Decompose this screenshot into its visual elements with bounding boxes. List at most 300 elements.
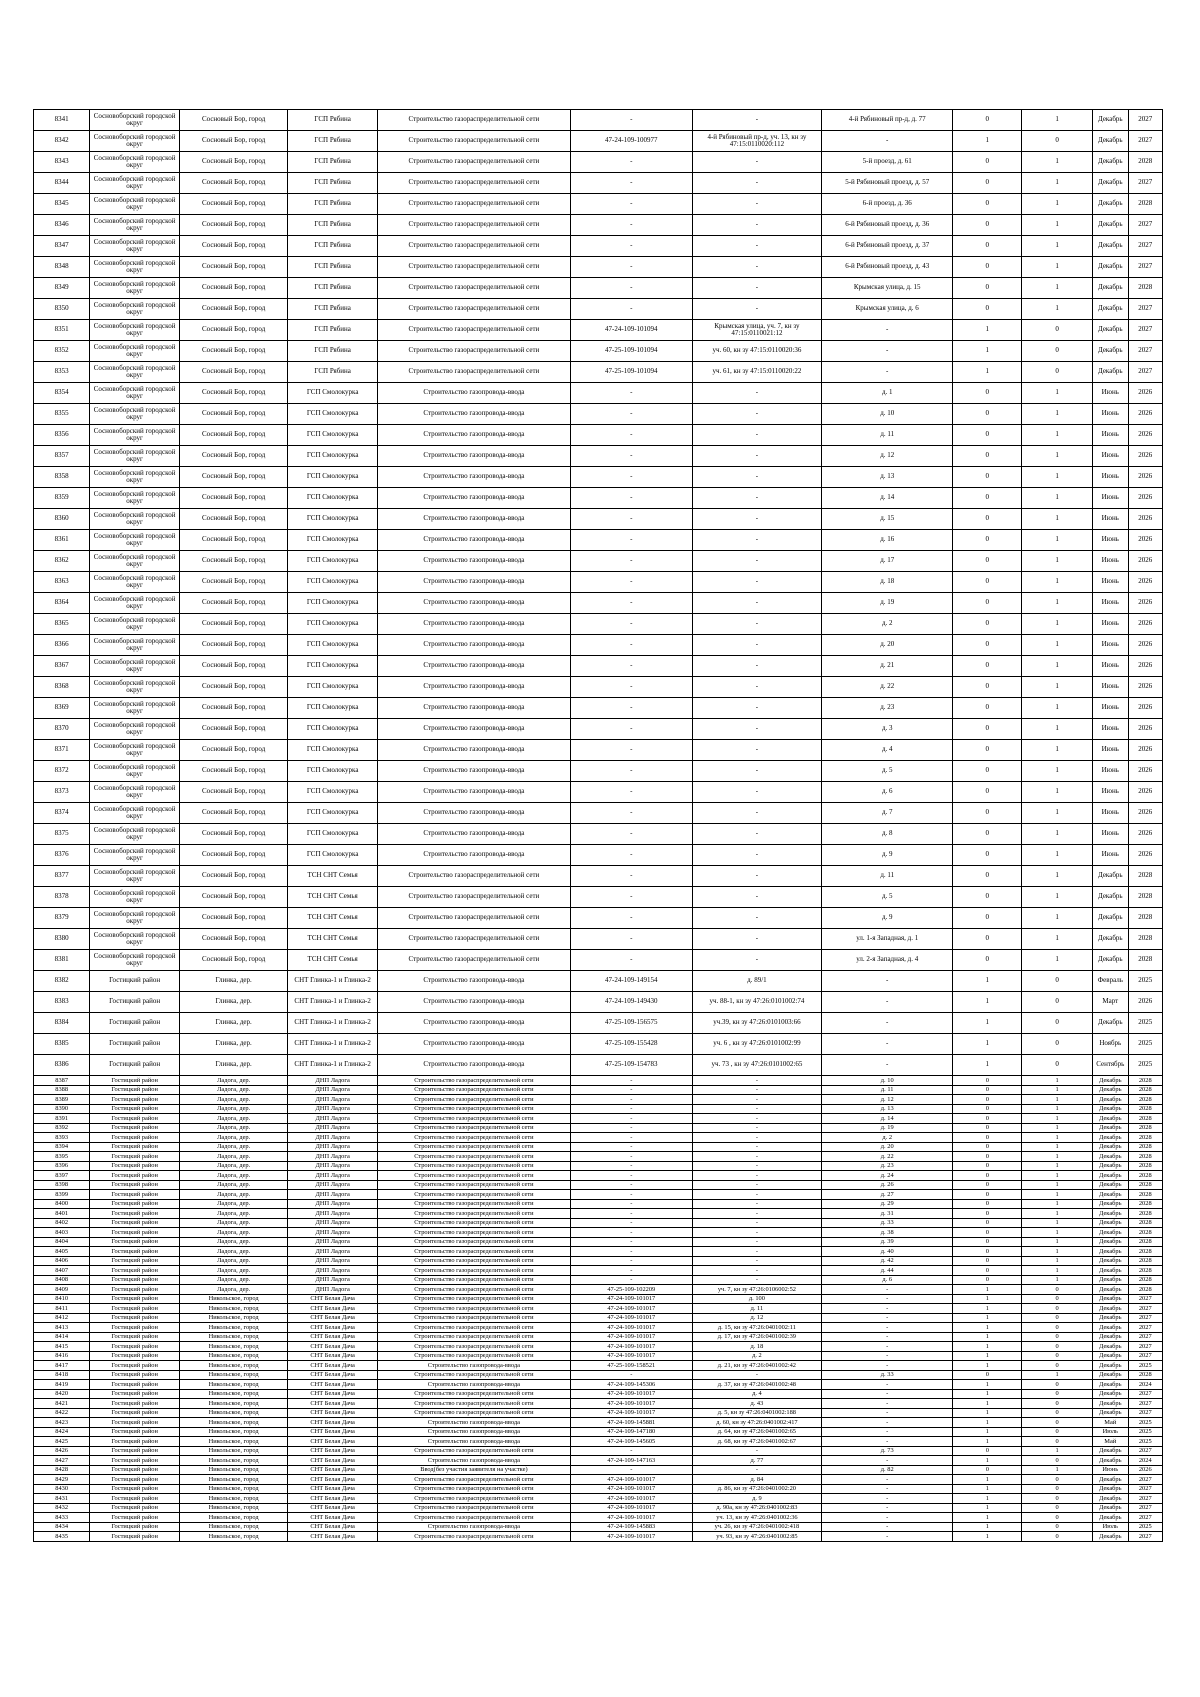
cell-object-name: ДНП Ладога — [288, 1247, 378, 1257]
table-row — [34, 320, 1163, 341]
cell-settlement: Сосновый Бор, город — [179, 614, 287, 635]
cell-year: 2027 — [1128, 1484, 1163, 1494]
cell-plot-address: 4-й Рябиновый пр-д, уч. 13, кн зу 47:15:0110020:112 — [692, 131, 821, 152]
cell-row-number: 8371 — [34, 740, 90, 761]
cell-count-a: 0 — [953, 1190, 1022, 1200]
cell-settlement: Никольское, город — [179, 1532, 287, 1542]
cell-month: Февраль — [1093, 971, 1128, 992]
cell-application-number: - — [570, 110, 692, 131]
cell-application-number: - — [570, 551, 692, 572]
cell-year: 2027 — [1128, 320, 1163, 341]
cell-application-number: - — [570, 1190, 692, 1200]
cell-settlement: Сосновый Бор, город — [179, 467, 287, 488]
cell-count-b: 1 — [1022, 1085, 1093, 1095]
cell-month: Декабрь — [1093, 1076, 1128, 1086]
cell-month: Декабрь — [1093, 950, 1128, 971]
cell-house-address: - — [822, 992, 953, 1013]
cell-house-address: д. 2 — [822, 1133, 953, 1143]
cell-municipality: Гостицкий район — [90, 1095, 180, 1105]
cell-row-number: 8416 — [34, 1351, 90, 1361]
cell-month: Декабрь — [1093, 194, 1128, 215]
cell-count-a: 0 — [953, 509, 1022, 530]
cell-municipality: Сосновоборский городской округ — [90, 110, 180, 131]
cell-settlement: Никольское, город — [179, 1475, 287, 1485]
cell-count-b: 1 — [1022, 1266, 1093, 1276]
cell-application-number: - — [570, 1095, 692, 1105]
cell-application-number: - — [570, 1266, 692, 1276]
cell-house-address: д. 33 — [822, 1370, 953, 1380]
cell-row-number: 8368 — [34, 677, 90, 698]
cell-row-number: 8420 — [34, 1389, 90, 1399]
cell-plot-address: д. 60, кн зу 47:26:0401002:417 — [692, 1418, 821, 1428]
cell-year: 2025 — [1128, 1418, 1163, 1428]
cell-work-type: Строительство газопровода-ввода — [377, 1034, 570, 1055]
cell-plot-address: уч. 7, кн зу 47:26:0106002:52 — [692, 1285, 821, 1295]
cell-house-address: - — [822, 1532, 953, 1542]
table-row — [34, 1494, 1163, 1504]
cell-year: 2028 — [1128, 929, 1163, 950]
cell-year: 2026 — [1128, 656, 1163, 677]
cell-count-b: 0 — [1022, 1532, 1093, 1542]
cell-count-a: 0 — [953, 824, 1022, 845]
cell-month: Декабрь — [1093, 1513, 1128, 1523]
cell-year: 2028 — [1128, 1171, 1163, 1181]
table-row — [34, 1161, 1163, 1171]
cell-settlement: Сосновый Бор, город — [179, 530, 287, 551]
cell-month: Декабрь — [1093, 1161, 1128, 1171]
cell-work-type: Строительство газораспределительной сети — [377, 1532, 570, 1542]
cell-application-number: - — [570, 1076, 692, 1086]
cell-year: 2026 — [1128, 383, 1163, 404]
cell-year: 2026 — [1128, 488, 1163, 509]
cell-municipality: Гостицкий район — [90, 1218, 180, 1228]
cell-year: 2028 — [1128, 278, 1163, 299]
cell-plot-address: д. 100 — [692, 1294, 821, 1304]
cell-plot-address: - — [692, 299, 821, 320]
cell-application-number: - — [570, 1161, 692, 1171]
cell-plot-address: - — [692, 1123, 821, 1133]
cell-count-a: 0 — [953, 236, 1022, 257]
cell-application-number: - — [570, 782, 692, 803]
cell-plot-address: - — [692, 1161, 821, 1171]
cell-count-a: 0 — [953, 1161, 1022, 1171]
table-row — [34, 971, 1163, 992]
cell-object-name: СНТ Глинка-1 и Глинка-2 — [288, 971, 378, 992]
cell-count-b: 1 — [1022, 257, 1093, 278]
table-row — [34, 1237, 1163, 1247]
cell-count-b: 1 — [1022, 530, 1093, 551]
cell-object-name: ГСП Смолокурка — [288, 551, 378, 572]
cell-count-b: 0 — [1022, 341, 1093, 362]
cell-object-name: ТСН СНТ Семья — [288, 929, 378, 950]
cell-plot-address: д. 86, кн зу 47:26:0401002:20 — [692, 1484, 821, 1494]
cell-object-name: СНТ Глинка-1 и Глинка-2 — [288, 992, 378, 1013]
cell-row-number: 8383 — [34, 992, 90, 1013]
cell-month: Июнь — [1093, 1465, 1128, 1475]
cell-row-number: 8348 — [34, 257, 90, 278]
cell-year: 2026 — [1128, 593, 1163, 614]
cell-settlement: Никольское, город — [179, 1342, 287, 1352]
cell-count-b: 1 — [1022, 1190, 1093, 1200]
cell-application-number: 47-24-109-147163 — [570, 1456, 692, 1466]
cell-row-number: 8434 — [34, 1522, 90, 1532]
table-row — [34, 488, 1163, 509]
cell-application-number: - — [570, 761, 692, 782]
cell-row-number: 8385 — [34, 1034, 90, 1055]
cell-application-number: 47-24-109-145605 — [570, 1437, 692, 1447]
cell-count-a: 0 — [953, 1076, 1022, 1086]
cell-work-type: Строительство газопровода-ввода — [377, 1380, 570, 1390]
cell-work-type: Строительство газораспределительной сети — [377, 152, 570, 173]
cell-plot-address: - — [692, 908, 821, 929]
cell-row-number: 8403 — [34, 1228, 90, 1238]
cell-object-name: ДНП Ладога — [288, 1209, 378, 1219]
cell-application-number: 47-24-109-101017 — [570, 1532, 692, 1542]
cell-work-type: Строительство газораспределительной сети — [377, 950, 570, 971]
cell-count-b: 1 — [1022, 1465, 1093, 1475]
cell-work-type: Строительство газораспределительной сети — [377, 1370, 570, 1380]
cell-year: 2026 — [1128, 677, 1163, 698]
table-row — [34, 1076, 1163, 1086]
cell-count-a: 0 — [953, 1133, 1022, 1143]
cell-municipality: Гостицкий район — [90, 1034, 180, 1055]
cell-house-address: Крымская улица, д. 15 — [822, 278, 953, 299]
cell-object-name: ДНП Ладога — [288, 1142, 378, 1152]
cell-settlement: Ладога, дер. — [179, 1228, 287, 1238]
cell-house-address: - — [822, 1313, 953, 1323]
cell-count-a: 1 — [953, 362, 1022, 383]
cell-work-type: Строительство газораспределительной сети — [377, 1142, 570, 1152]
table-row — [34, 1285, 1163, 1295]
cell-work-type: Строительство газопровода-ввода — [377, 845, 570, 866]
cell-year: 2028 — [1128, 1095, 1163, 1105]
cell-count-a: 0 — [953, 887, 1022, 908]
cell-count-b: 1 — [1022, 299, 1093, 320]
cell-plot-address: - — [692, 656, 821, 677]
cell-count-a: 0 — [953, 488, 1022, 509]
cell-count-b: 1 — [1022, 152, 1093, 173]
cell-year: 2024 — [1128, 1456, 1163, 1466]
cell-work-type: Строительство газопровода-ввода — [377, 383, 570, 404]
table-row — [34, 1095, 1163, 1105]
cell-house-address: д. 13 — [822, 1104, 953, 1114]
table-row — [34, 1513, 1163, 1523]
cell-count-b: 0 — [1022, 1361, 1093, 1371]
cell-plot-address: - — [692, 278, 821, 299]
cell-house-address: - — [822, 1522, 953, 1532]
cell-municipality: Гостицкий район — [90, 1304, 180, 1314]
cell-work-type: Строительство газораспределительной сети — [377, 1190, 570, 1200]
cell-plot-address: - — [692, 425, 821, 446]
cell-month: Декабрь — [1093, 1114, 1128, 1124]
cell-count-b: 1 — [1022, 1180, 1093, 1190]
cell-row-number: 8343 — [34, 152, 90, 173]
cell-application-number: - — [570, 467, 692, 488]
cell-settlement: Ладога, дер. — [179, 1218, 287, 1228]
cell-month: Декабрь — [1093, 1228, 1128, 1238]
cell-count-a: 0 — [953, 740, 1022, 761]
table-row — [34, 1013, 1163, 1034]
cell-object-name: ДНП Ладога — [288, 1199, 378, 1209]
cell-month: Декабрь — [1093, 236, 1128, 257]
cell-month: Декабрь — [1093, 1389, 1128, 1399]
cell-count-b: 0 — [1022, 1389, 1093, 1399]
cell-work-type: Строительство газораспределительной сети — [377, 1484, 570, 1494]
cell-count-a: 1 — [953, 341, 1022, 362]
cell-application-number: - — [570, 278, 692, 299]
cell-count-b: 1 — [1022, 1256, 1093, 1266]
cell-work-type: Строительство газораспределительной сети — [377, 299, 570, 320]
cell-count-a: 1 — [953, 1294, 1022, 1304]
cell-row-number: 8362 — [34, 551, 90, 572]
cell-plot-address: уч. 93, кн зу 47:26:0401002:85 — [692, 1532, 821, 1542]
cell-row-number: 8375 — [34, 824, 90, 845]
cell-month: Ноябрь — [1093, 1034, 1128, 1055]
cell-settlement: Ладога, дер. — [179, 1161, 287, 1171]
cell-plot-address: - — [692, 215, 821, 236]
cell-settlement: Ладога, дер. — [179, 1190, 287, 1200]
cell-row-number: 8426 — [34, 1446, 90, 1456]
cell-application-number: - — [570, 887, 692, 908]
cell-plot-address: д. 2 — [692, 1351, 821, 1361]
cell-municipality: Сосновоборский городской округ — [90, 383, 180, 404]
cell-application-number: - — [570, 866, 692, 887]
cell-application-number: - — [570, 194, 692, 215]
cell-municipality: Гостицкий район — [90, 1484, 180, 1494]
cell-municipality: Сосновоборский городской округ — [90, 740, 180, 761]
cell-house-address: д. 21 — [822, 656, 953, 677]
cell-work-type: Строительство газораспределительной сети — [377, 866, 570, 887]
cell-count-a: 1 — [953, 1503, 1022, 1513]
cell-row-number: 8391 — [34, 1114, 90, 1124]
cell-settlement: Ладога, дер. — [179, 1085, 287, 1095]
cell-application-number: - — [570, 236, 692, 257]
cell-house-address: 5-й Рябиновый проезд, д. 57 — [822, 173, 953, 194]
cell-settlement: Глинка, дер. — [179, 1034, 287, 1055]
cell-object-name: ГСП Смолокурка — [288, 698, 378, 719]
cell-count-b: 1 — [1022, 761, 1093, 782]
cell-count-a: 1 — [953, 1055, 1022, 1076]
cell-house-address: д. 9 — [822, 845, 953, 866]
cell-year: 2027 — [1128, 1408, 1163, 1418]
cell-count-b: 1 — [1022, 1171, 1093, 1181]
cell-row-number: 8425 — [34, 1437, 90, 1447]
cell-house-address: д. 24 — [822, 1171, 953, 1181]
cell-application-number: - — [570, 509, 692, 530]
cell-count-a: 0 — [953, 1180, 1022, 1190]
cell-row-number: 8354 — [34, 383, 90, 404]
cell-settlement: Сосновый Бор, город — [179, 803, 287, 824]
cell-row-number: 8358 — [34, 467, 90, 488]
cell-count-a: 0 — [953, 1095, 1022, 1105]
cell-month: Декабрь — [1093, 866, 1128, 887]
cell-count-b: 1 — [1022, 446, 1093, 467]
cell-count-b: 1 — [1022, 719, 1093, 740]
cell-municipality: Гостицкий район — [90, 1389, 180, 1399]
cell-month: Июнь — [1093, 425, 1128, 446]
cell-object-name: ГСП Рябина — [288, 110, 378, 131]
cell-month: Декабрь — [1093, 1171, 1128, 1181]
cell-application-number: - — [570, 1237, 692, 1247]
table-row — [34, 803, 1163, 824]
cell-year: 2026 — [1128, 740, 1163, 761]
table-row — [34, 194, 1163, 215]
cell-object-name: ДНП Ладога — [288, 1285, 378, 1295]
cell-settlement: Сосновый Бор, город — [179, 887, 287, 908]
cell-year: 2027 — [1128, 1503, 1163, 1513]
cell-count-a: 1 — [953, 1484, 1022, 1494]
cell-settlement: Никольское, город — [179, 1484, 287, 1494]
cell-settlement: Никольское, город — [179, 1370, 287, 1380]
cell-work-type: Строительство газораспределительной сети — [377, 1446, 570, 1456]
table-row — [34, 1152, 1163, 1162]
cell-municipality: Сосновоборский городской округ — [90, 572, 180, 593]
cell-settlement: Никольское, город — [179, 1294, 287, 1304]
table-row — [34, 1294, 1163, 1304]
cell-plot-address: - — [692, 257, 821, 278]
cell-municipality: Сосновоборский городской округ — [90, 530, 180, 551]
cell-row-number: 8412 — [34, 1313, 90, 1323]
cell-month: Декабрь — [1093, 320, 1128, 341]
cell-house-address: - — [822, 131, 953, 152]
cell-count-a: 0 — [953, 1228, 1022, 1238]
cell-object-name: ДНП Ладога — [288, 1256, 378, 1266]
table-row — [34, 1370, 1163, 1380]
cell-house-address: - — [822, 362, 953, 383]
cell-work-type: Строительство газопровода-ввода — [377, 761, 570, 782]
cell-object-name: ДНП Ладога — [288, 1095, 378, 1105]
cell-settlement: Сосновый Бор, город — [179, 320, 287, 341]
cell-object-name: ГСП Рябина — [288, 131, 378, 152]
table-row — [34, 887, 1163, 908]
cell-municipality: Гостицкий район — [90, 1190, 180, 1200]
cell-count-a: 0 — [953, 299, 1022, 320]
cell-object-name: СНТ Белая Дача — [288, 1513, 378, 1523]
cell-row-number: 8422 — [34, 1408, 90, 1418]
cell-settlement: Никольское, город — [179, 1437, 287, 1447]
cell-month: Декабрь — [1093, 929, 1128, 950]
table-row — [34, 1522, 1163, 1532]
cell-plot-address: - — [692, 1256, 821, 1266]
cell-year: 2025 — [1128, 1437, 1163, 1447]
cell-count-a: 1 — [953, 1522, 1022, 1532]
cell-work-type: Строительство газораспределительной сети — [377, 110, 570, 131]
cell-municipality: Сосновоборский городской округ — [90, 236, 180, 257]
cell-count-a: 0 — [953, 467, 1022, 488]
cell-row-number: 8357 — [34, 446, 90, 467]
cell-municipality: Гостицкий район — [90, 1427, 180, 1437]
cell-month: Декабрь — [1093, 1408, 1128, 1418]
cell-month: Июнь — [1093, 551, 1128, 572]
cell-plot-address: - — [692, 1446, 821, 1456]
cell-object-name: ДНП Ладога — [288, 1266, 378, 1276]
table-row — [34, 782, 1163, 803]
cell-house-address: д. 33 — [822, 1218, 953, 1228]
cell-month: Декабрь — [1093, 1266, 1128, 1276]
cell-plot-address: д. 5, кн зу 47:26:0401002:188 — [692, 1408, 821, 1418]
cell-house-address: д. 10 — [822, 1076, 953, 1086]
cell-application-number: 47-24-109-101017 — [570, 1494, 692, 1504]
cell-application-number: - — [570, 572, 692, 593]
cell-year: 2027 — [1128, 1323, 1163, 1333]
cell-municipality: Гостицкий район — [90, 1446, 180, 1456]
cell-plot-address: - — [692, 1114, 821, 1124]
cell-work-type: Строительство газораспределительной сети — [377, 929, 570, 950]
cell-plot-address: - — [692, 803, 821, 824]
cell-month: Декабрь — [1093, 887, 1128, 908]
cell-object-name: СНТ Белая Дача — [288, 1399, 378, 1409]
cell-settlement: Сосновый Бор, город — [179, 383, 287, 404]
cell-municipality: Гостицкий район — [90, 1437, 180, 1447]
cell-count-b: 0 — [1022, 1294, 1093, 1304]
cell-count-b: 0 — [1022, 1342, 1093, 1352]
cell-house-address: д. 8 — [822, 824, 953, 845]
cell-count-b: 1 — [1022, 1142, 1093, 1152]
cell-application-number: 47-24-109-101017 — [570, 1342, 692, 1352]
cell-year: 2026 — [1128, 425, 1163, 446]
table-row — [34, 1484, 1163, 1494]
cell-month: Декабрь — [1093, 1247, 1128, 1257]
cell-application-number: - — [570, 1104, 692, 1114]
cell-row-number: 8366 — [34, 635, 90, 656]
cell-count-a: 0 — [953, 425, 1022, 446]
cell-object-name: ГСП Рябина — [288, 362, 378, 383]
cell-application-number: - — [570, 908, 692, 929]
cell-object-name: ГСП Рябина — [288, 299, 378, 320]
cell-count-a: 1 — [953, 1399, 1022, 1409]
cell-object-name: ДНП Ладога — [288, 1161, 378, 1171]
cell-count-b: 1 — [1022, 866, 1093, 887]
cell-count-a: 1 — [953, 1494, 1022, 1504]
cell-plot-address: - — [692, 1228, 821, 1238]
cell-year: 2027 — [1128, 1513, 1163, 1523]
cell-count-b: 0 — [1022, 131, 1093, 152]
cell-municipality: Гостицкий район — [90, 1465, 180, 1475]
cell-plot-address: - — [692, 1133, 821, 1143]
cell-plot-address: - — [692, 1370, 821, 1380]
cell-house-address: - — [822, 1332, 953, 1342]
cell-count-b: 1 — [1022, 1209, 1093, 1219]
table-row — [34, 467, 1163, 488]
cell-count-b: 1 — [1022, 572, 1093, 593]
cell-count-a: 0 — [953, 1256, 1022, 1266]
cell-row-number: 8427 — [34, 1456, 90, 1466]
cell-plot-address: - — [692, 866, 821, 887]
table-row — [34, 656, 1163, 677]
cell-count-a: 0 — [953, 761, 1022, 782]
cell-count-b: 0 — [1022, 320, 1093, 341]
cell-row-number: 8405 — [34, 1247, 90, 1257]
cell-work-type: Строительство газораспределительной сети — [377, 1161, 570, 1171]
cell-count-b: 1 — [1022, 656, 1093, 677]
cell-house-address: д. 22 — [822, 677, 953, 698]
cell-count-b: 1 — [1022, 593, 1093, 614]
cell-house-address: - — [822, 320, 953, 341]
cell-object-name: СНТ Белая Дача — [288, 1323, 378, 1333]
cell-municipality: Сосновоборский городской округ — [90, 278, 180, 299]
cell-application-number: - — [570, 698, 692, 719]
cell-count-b: 0 — [1022, 1332, 1093, 1342]
cell-work-type: Строительство газопровода-ввода — [377, 1427, 570, 1437]
cell-application-number: - — [570, 845, 692, 866]
cell-work-type: Строительство газопровода-ввода — [377, 971, 570, 992]
cell-application-number: - — [570, 950, 692, 971]
cell-object-name: ДНП Ладога — [288, 1104, 378, 1114]
cell-application-number: 47-25-109-154783 — [570, 1055, 692, 1076]
cell-work-type: Строительство газораспределительной сети — [377, 1313, 570, 1323]
cell-month: Декабрь — [1093, 1180, 1128, 1190]
cell-row-number: 8435 — [34, 1532, 90, 1542]
